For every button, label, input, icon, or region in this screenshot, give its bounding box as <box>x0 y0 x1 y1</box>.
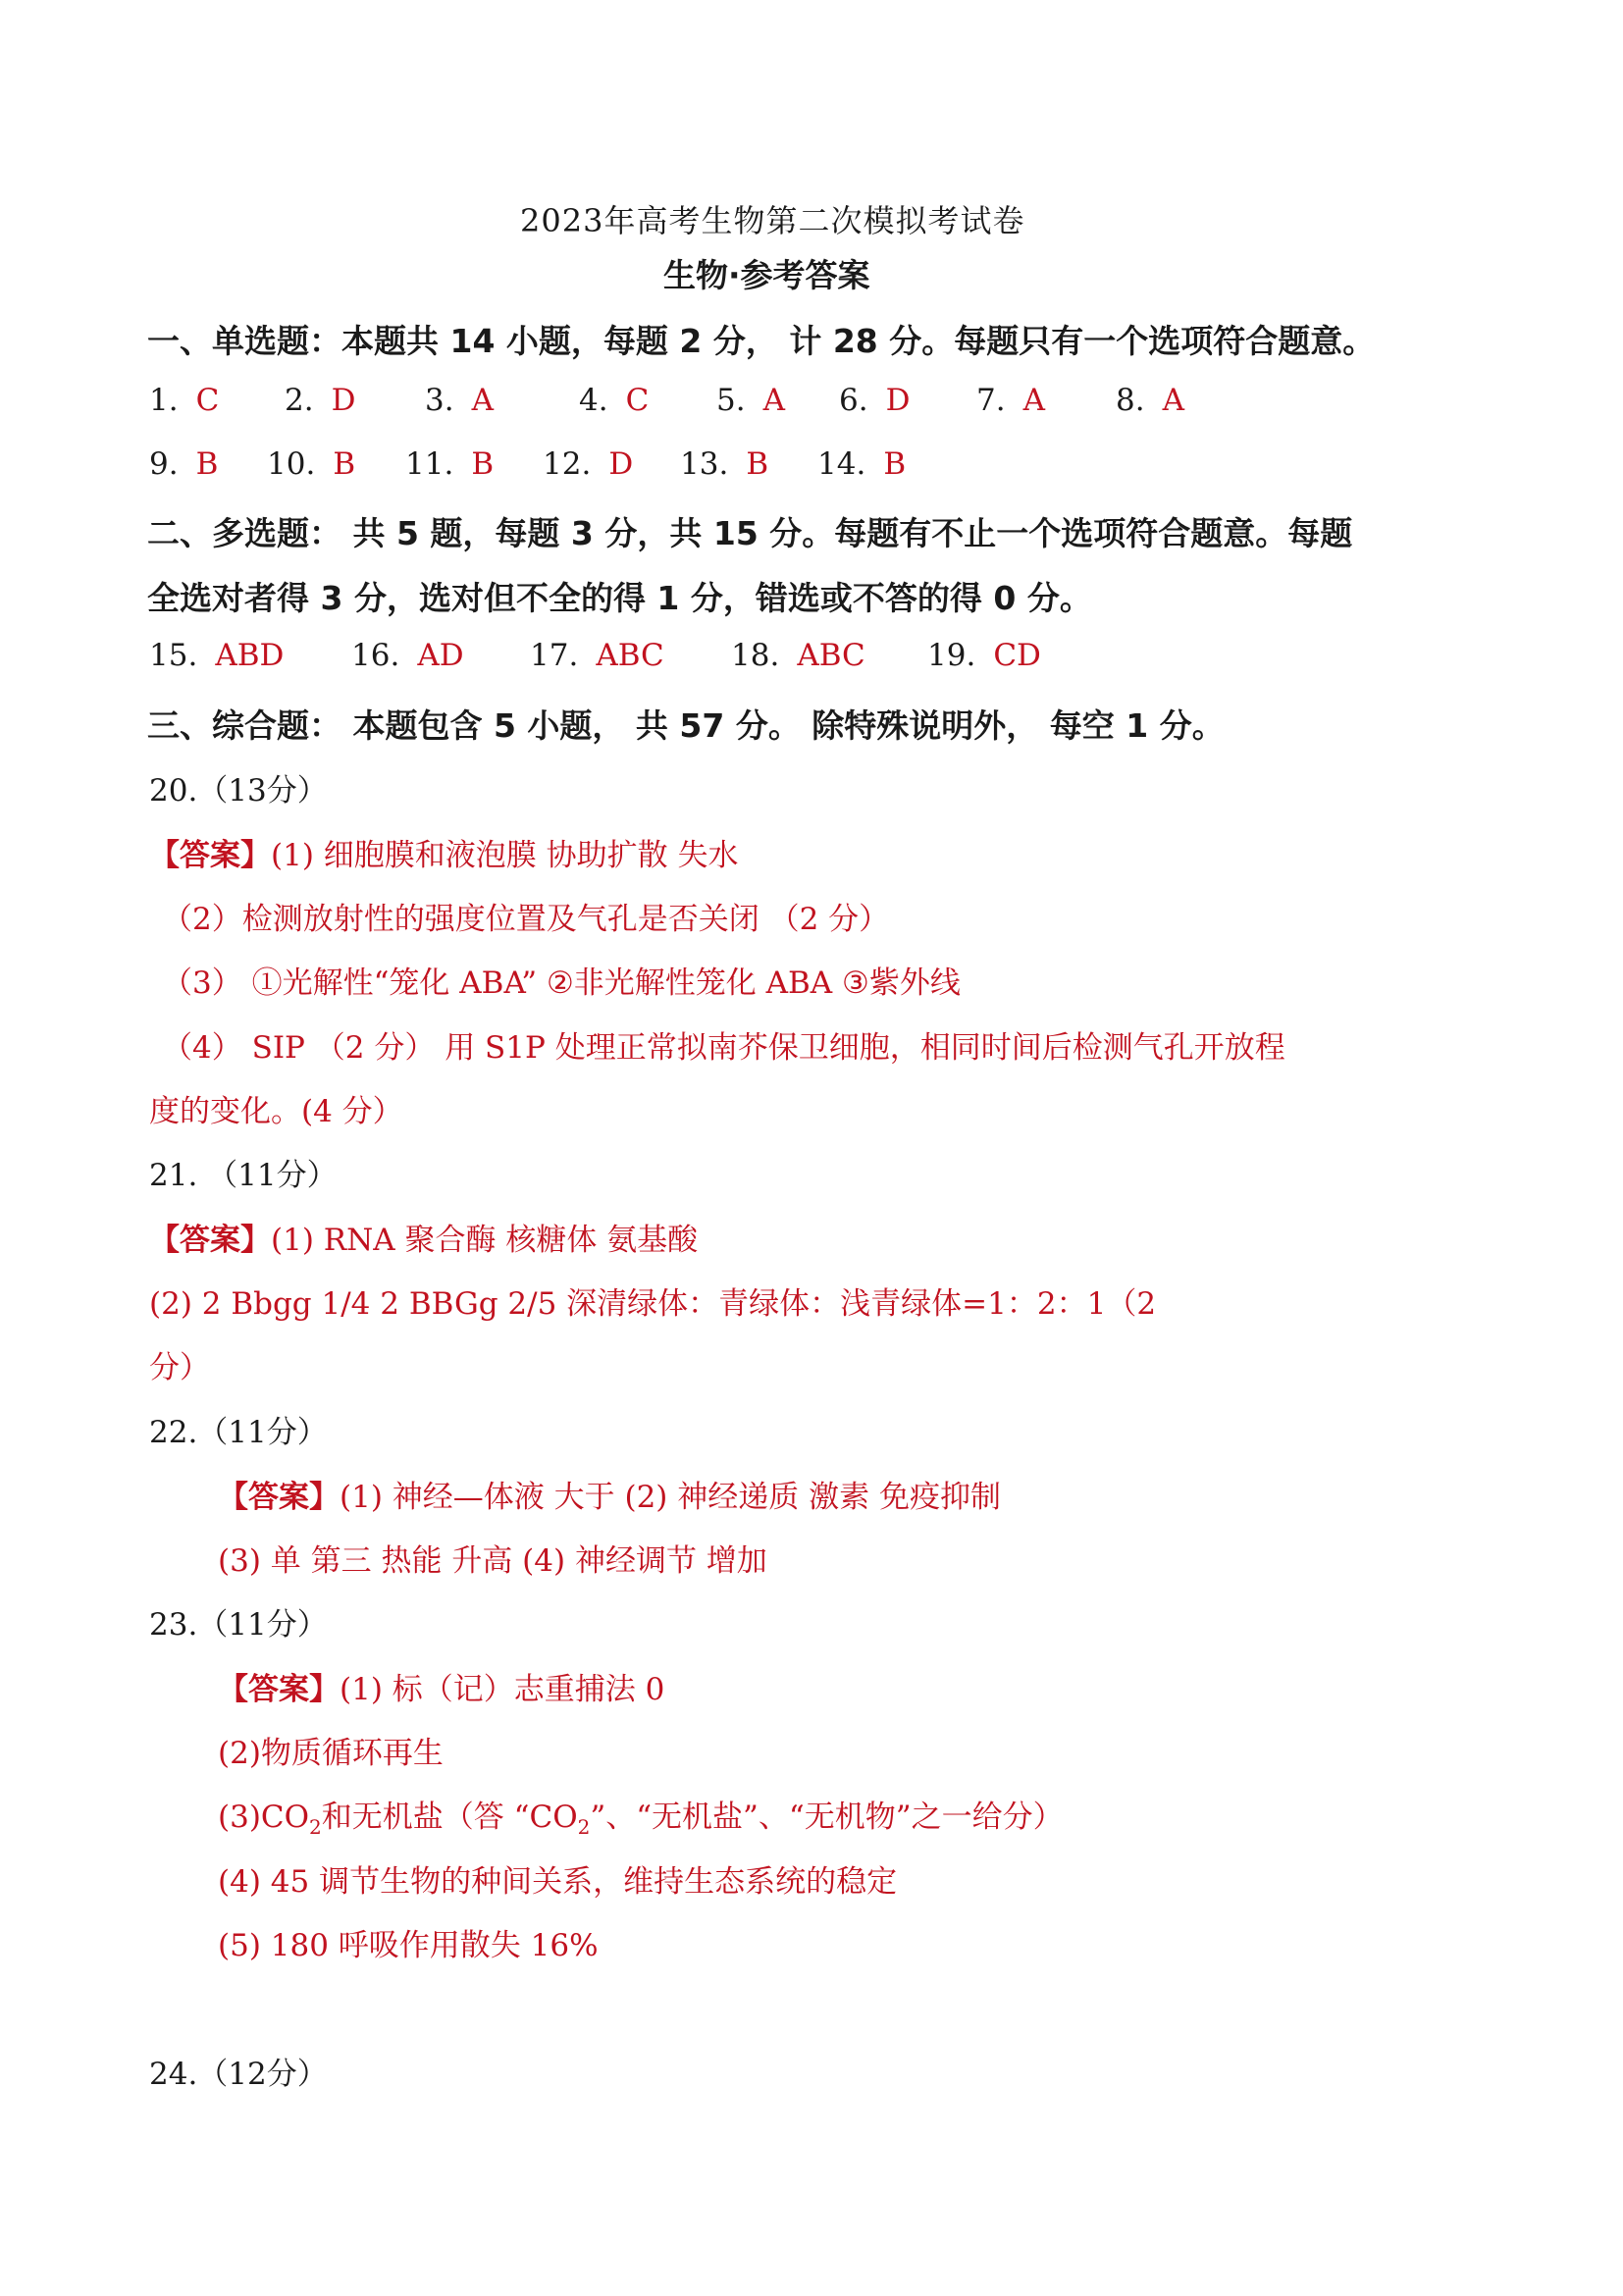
question-number: 6. <box>839 383 868 418</box>
q20-answer-line3: （3） ①光解性“笼化 ABA” ②非光解性笼化 ABA ③紫外线 <box>162 965 961 1001</box>
answer-letter: D <box>608 446 634 482</box>
section2-heading-line2: 全选对者得 3 分，选对但不全的得 1 分，错选或不答的得 0 分。 <box>147 579 1092 617</box>
question-number: 5. <box>716 383 746 418</box>
question-number: 16. <box>351 638 400 673</box>
subscript: 2 <box>309 1815 322 1840</box>
q23-answer-line2: (2)物质循环再生 <box>218 1736 444 1771</box>
question-number: 13. <box>680 446 729 482</box>
answer-letter: A <box>1162 383 1184 418</box>
answer-item <box>927 638 1041 673</box>
document-title: 2023年高考生物第二次模拟考试卷 <box>520 202 1025 239</box>
answer-letter: C <box>625 383 650 418</box>
section2-heading-line1: 二、多选题： 共 5 题，每题 3 分，共 15 分。每题有不止一个选项符合题意。每题 <box>147 514 1353 552</box>
answer-letter: CD <box>993 638 1041 673</box>
q23-answer-line3 <box>218 1792 1064 1839</box>
answer-item <box>716 383 785 418</box>
answer-letter: D <box>331 383 356 418</box>
q23-line3-part-a: (3)CO <box>218 1800 310 1835</box>
question-number: 3. <box>425 383 454 418</box>
answer-letter: C <box>195 383 220 418</box>
q24-header: 24.（12分） <box>149 2057 328 2092</box>
question-number: 15. <box>149 638 198 673</box>
answer-letter: A <box>762 383 785 418</box>
question-number: 7. <box>976 383 1006 418</box>
answer-letter: ABD <box>215 638 285 673</box>
answer-letter: AD <box>417 638 464 673</box>
question-number: 11. <box>405 446 454 482</box>
answer-item <box>351 638 464 673</box>
answer-tag: 【答案】 <box>218 1672 340 1707</box>
q23-answer-line1 <box>218 1664 664 1708</box>
q20-answer-line5: 度的变化。(4 分） <box>149 1094 403 1129</box>
answer-tag: 【答案】 <box>218 1480 340 1515</box>
answer-item <box>817 446 906 482</box>
question-number: 10. <box>267 446 316 482</box>
q21-answer-line3: 分） <box>149 1350 210 1385</box>
q23-header: 23.（11分） <box>149 1607 328 1643</box>
question-number: 19. <box>927 638 976 673</box>
answer-letter: ABC <box>596 638 664 673</box>
answer-item <box>149 446 218 482</box>
answer-letter: B <box>883 446 907 482</box>
q20-answer-line2: （2）检测放射性的强度位置及气孔是否关闭 （2 分） <box>162 902 890 937</box>
answer-item <box>530 638 664 673</box>
answer-letter: A <box>471 383 494 418</box>
subscript: 2 <box>577 1815 591 1840</box>
question-number: 17. <box>530 638 579 673</box>
answer-letter: A <box>1022 383 1045 418</box>
q22-header: 22.（11分） <box>149 1415 328 1450</box>
q21-header: 21. （11分） <box>149 1158 338 1193</box>
question-number: 4. <box>579 383 608 418</box>
section3-heading: 三、综合题： 本题包含 5 小题， 共 57 分。 除特殊说明外， 每空 1 分。 <box>147 706 1225 745</box>
q23-line3-part-b: 和无机盐（答 “CO <box>321 1800 578 1835</box>
q22-answer-line2: (3) 单 第三 热能 升高 (4) 神经调节 增加 <box>218 1543 767 1579</box>
answer-item <box>425 383 494 418</box>
answer-item <box>839 383 910 418</box>
question-number: 14. <box>817 446 866 482</box>
answer-item <box>976 383 1045 418</box>
question-number: 1. <box>149 383 179 418</box>
answer-item <box>680 446 768 482</box>
q20-answer-line1 <box>149 830 738 874</box>
q21-answer-line1 <box>149 1215 698 1259</box>
answer-item <box>579 383 649 418</box>
q20-answer-line4: （4） SIP （2 分） 用 S1P 处理正常拟南芥保卫细胞，相同时间后检测气孔开放程 <box>162 1030 1285 1066</box>
answer-item <box>405 446 494 482</box>
q21-answer-line2: (2) 2 Bbgg 1/4 2 BBGg 2/5 深清绿体：青绿体：浅青绿体=1：2：1（2 <box>149 1286 1157 1322</box>
question-number: 9. <box>149 446 179 482</box>
answer-item <box>149 638 284 673</box>
document-subtitle: 生物·参考答案 <box>663 256 870 294</box>
answer-item <box>285 383 355 418</box>
q22-answer-line1 <box>218 1472 1001 1516</box>
answer-tag: 【答案】 <box>149 838 271 873</box>
answer-item <box>149 383 219 418</box>
question-number: 2. <box>285 383 314 418</box>
answer-item <box>543 446 633 482</box>
answer-letter: B <box>471 446 495 482</box>
question-number: 18. <box>731 638 780 673</box>
q23-line3-part-c: ”、“无机盐”、“无机物”之一给分） <box>590 1800 1064 1835</box>
question-number: 12. <box>543 446 592 482</box>
q23-answer-line4: (4) 45 调节生物的种间关系，维持生态系统的稳定 <box>218 1864 898 1900</box>
q20-header: 20.（13分） <box>149 773 328 809</box>
answer-letter: B <box>746 446 769 482</box>
answer-letter: B <box>195 446 219 482</box>
answer-text: (1) RNA 聚合酶 核糖体 氨基酸 <box>271 1223 699 1258</box>
answer-tag: 【答案】 <box>149 1223 271 1258</box>
answer-letter: D <box>885 383 911 418</box>
q23-answer-line5: (5) 180 呼吸作用散失 16% <box>218 1928 599 1963</box>
answer-item <box>1116 383 1184 418</box>
answer-letter: B <box>333 446 356 482</box>
answer-text: (1) 神经—体液 大于 (2) 神经递质 激素 免疫抑制 <box>340 1480 1001 1515</box>
question-number: 8. <box>1116 383 1145 418</box>
answer-letter: ABC <box>797 638 865 673</box>
section1-heading: 一、单选题：本题共 14 小题，每题 2 分， 计 28 分。每题只有一个选项符合题意。 <box>147 322 1376 360</box>
answer-item <box>267 446 355 482</box>
answer-text: (1) 细胞膜和液泡膜 协助扩散 失水 <box>271 838 739 873</box>
answer-item <box>731 638 865 673</box>
answer-text: (1) 标（记）志重捕法 0 <box>340 1672 665 1707</box>
